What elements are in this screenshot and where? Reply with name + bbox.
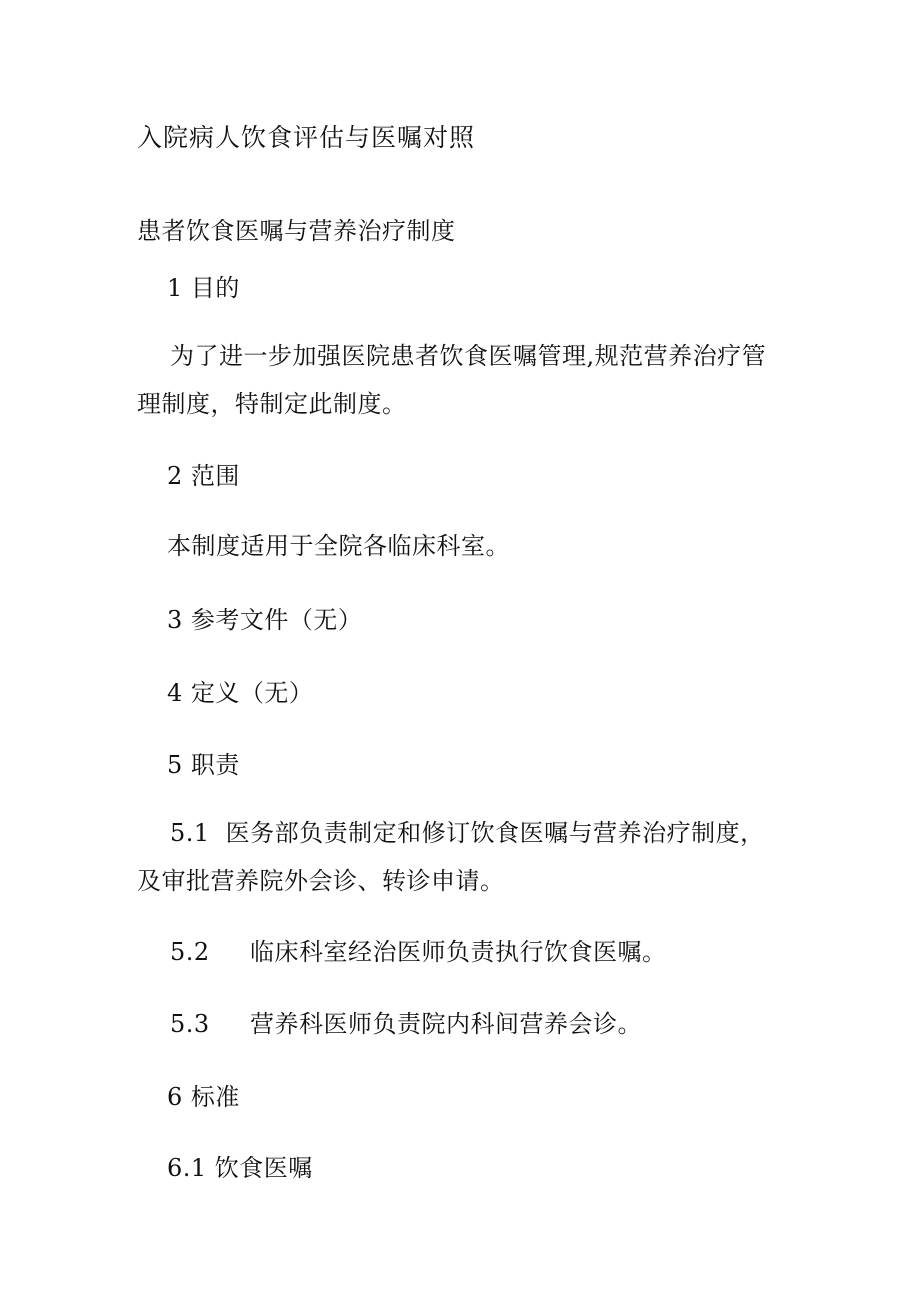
- item-5-3-number: 5.3: [170, 1010, 210, 1038]
- item-5-3: [170, 1008, 642, 1040]
- section-4-heading: 4 定义（无）: [167, 679, 314, 707]
- item-5-2-number: 5.2: [170, 938, 210, 966]
- section-6-heading: 6 标准: [167, 1083, 240, 1111]
- section-1-body-line-1: 为了进一步加强医院患者饮食医嘱管理,规范营养治疗管: [170, 342, 767, 370]
- section-2-body: 本制度适用于全院各临床科室。: [167, 532, 510, 560]
- item-5-1-continuation: 及审批营养院外会诊、转诊申请。: [137, 867, 505, 895]
- item-5-2: [170, 936, 667, 968]
- item-5-1-text: 医务部负责制定和修订饮食医嘱与营养治疗制度，: [225, 819, 765, 847]
- item-5-1: [170, 817, 765, 849]
- section-2-heading: 2 范围: [167, 462, 240, 490]
- item-5-2-text: 临床科室经治医师负责执行饮食医嘱。: [250, 938, 667, 966]
- section-1-heading: 1 目的: [167, 274, 240, 302]
- section-6-1-heading: 6.1 饮食医嘱: [167, 1154, 313, 1182]
- item-5-1-number: 5.1: [170, 819, 210, 847]
- document-subtitle: 患者饮食医嘱与营养治疗制度: [137, 217, 456, 245]
- section-5-heading: 5 职责: [167, 751, 240, 779]
- section-1-body-line-2: 理制度，特制定此制度。: [137, 390, 407, 418]
- document-title: 入院病人饮食评估与医嘱对照: [137, 123, 476, 152]
- item-5-3-text: 营养科医师负责院内科间营养会诊。: [250, 1010, 642, 1038]
- section-3-heading: 3 参考文件（无）: [167, 606, 363, 634]
